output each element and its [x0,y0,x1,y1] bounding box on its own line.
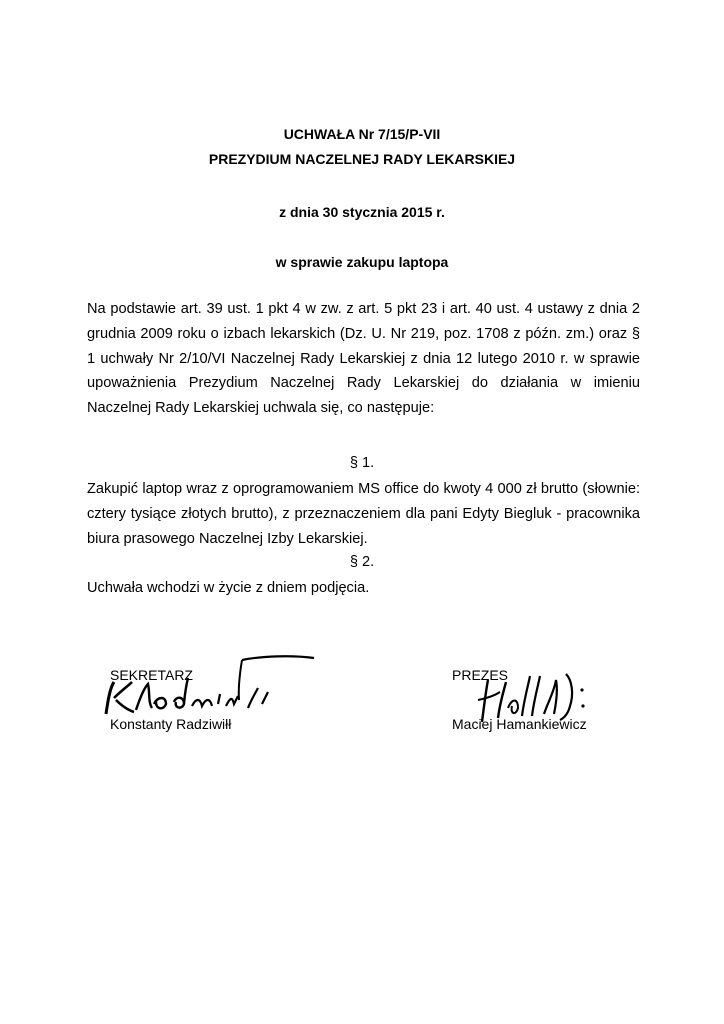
section-2-text: Uchwała wchodzi w życie z dniem podjęcia. [87,580,370,596]
resolution-subject: w sprawie zakupu laptopa [275,254,449,270]
issuing-body: PREZYDIUM NACZELNEJ RADY LEKARSKIEJ [208,151,516,167]
secretary-role-label: SEKRETARZ [110,667,193,683]
resolution-date: z dnia 30 stycznia 2015 r. [279,204,445,220]
secretary-signature [92,652,322,722]
section-1-symbol: § 1. [349,455,375,471]
secretary-name: Konstanty Radziwiłł [110,716,232,732]
section-1-text: Zakupić laptop wraz z oprogramowaniem MS office do kwoty 4 000 zł brutto (słownie: cztery tysiące złotych brutto), z przeznaczeniem dla pani Edyty Biegluk - pracownika biura prasowego Naczelnej Izby Lekarskiej. [87,481,640,547]
president-name: Maciej Hamankiewicz [452,716,587,732]
section-2-symbol: § 2. [349,554,375,570]
resolution-number: UCHWAŁA Nr 7/15/P-VII [283,126,441,142]
president-role-label: PREZES [452,667,509,683]
preamble-paragraph: Na podstawie art. 39 ust. 1 pkt 4 w zw. z art. 5 pkt 23 i art. 40 ust. 4 ustawy z dnia 2 grudnia 2009 roku o izbach lekarskich (Dz. U. Nr 219, poz. 1708 z późn. zm.) oraz § 1 uchwały Nr 2/10/VI Naczelnej Rady Lekarskiej z dnia 12 lutego 2010 r. w sprawie upoważnienia Prezydium Naczelnej Rady Lekarskiej do działania w imieniu Naczelnej Rady Lekarskiej uchwala się, co następuje: [87,301,640,417]
